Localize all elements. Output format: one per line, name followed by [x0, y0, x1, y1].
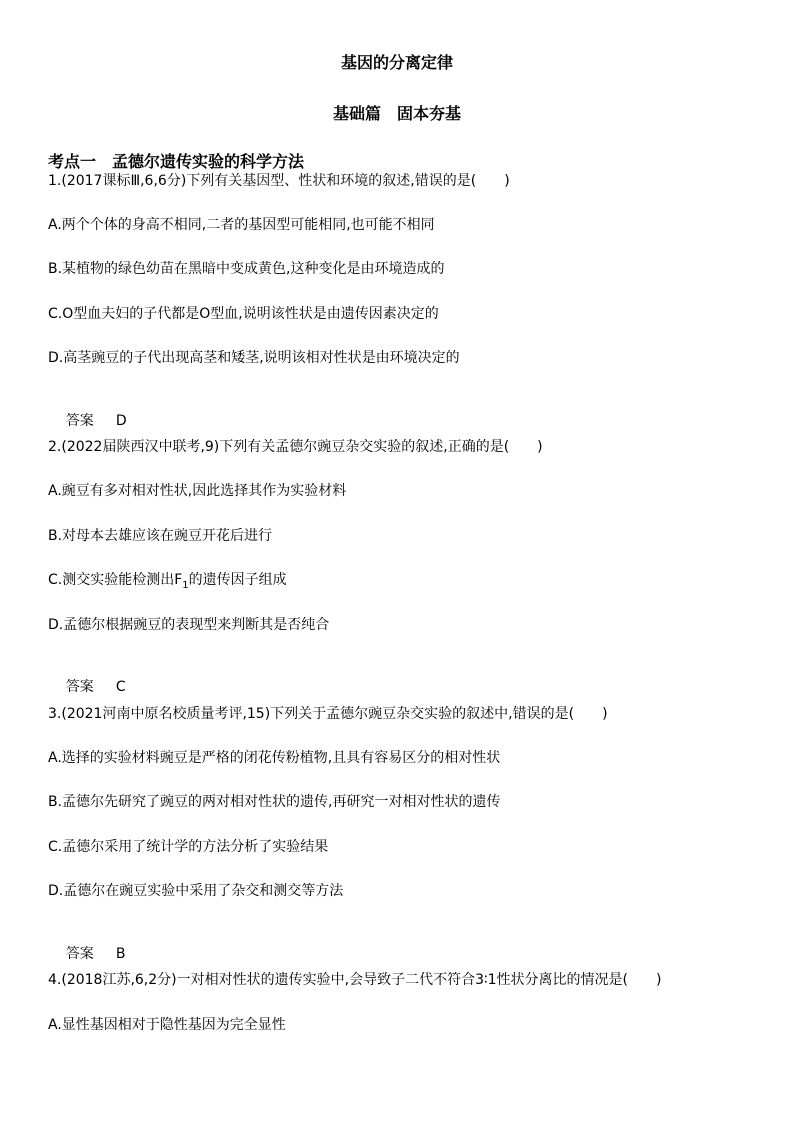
question-4-stem: 4.(2018江苏,6,2分)一对相对性状的遗传实验中,会导致子二代不符合3∶1性状分离比的情况是( )	[48, 972, 662, 988]
question-4-option-a: A.显性基因相对于隐性基因为完全显性	[48, 1017, 286, 1033]
question-2-option-a: A.豌豆有多对相对性状,因此选择其作为实验材料	[48, 483, 347, 499]
answer-label: 答案	[65, 413, 94, 429]
answer-value: C	[115, 679, 126, 695]
question-2-option-b: B.对母本去雄应该在豌豆开花后进行	[48, 528, 273, 544]
question-2-stem: 2.(2022届陕西汉中联考,9)下列有关孟德尔豌豆杂交实验的叙述,正确的是( )	[48, 439, 543, 455]
question-2-option-d: D.孟德尔根据豌豆的表现型来判断其是否纯合	[48, 617, 330, 633]
answer-value: B	[115, 946, 126, 962]
answer-label: 答案	[65, 679, 94, 695]
question-1-option-b: B.某植物的绿色幼苗在黑暗中变成黄色,这种变化是由环境造成的	[48, 261, 445, 277]
option-c-tail: 的遗传因子组成	[188, 572, 287, 588]
page-subtitle: 基础篇 固本夯基	[332, 104, 461, 123]
question-1-option-d: D.高茎豌豆的子代出现高茎和矮茎,说明该相对性状是由环境决定的	[48, 350, 460, 366]
question-1-stem: 1.(2017课标Ⅲ,6,6分)下列有关基因型、性状和环境的叙述,错误的是( )	[48, 173, 510, 189]
question-3-option-d: D.孟德尔在豌豆实验中采用了杂交和测交等方法	[48, 883, 344, 899]
answer-value: D	[115, 413, 127, 429]
question-3-option-c: C.孟德尔采用了统计学的方法分析了实验结果	[48, 839, 329, 855]
question-3-stem: 3.(2021河南中原名校质量考评,15)下列关于孟德尔豌豆杂交实验的叙述中,错误的是( )	[48, 706, 608, 722]
page-title: 基因的分离定律	[340, 53, 453, 72]
question-1-option-a: A.两个个体的身高不相同,二者的基因型可能相同,也可能不相同	[48, 217, 435, 233]
question-3-option-a: A.选择的实验材料豌豆是严格的闭花传粉植物,且具有容易区分的相对性状	[48, 750, 501, 766]
subscript: 1	[182, 579, 189, 591]
option-c-text: C.测交实验能检测出F	[48, 572, 183, 588]
answer-label: 答案	[65, 946, 94, 962]
question-1-option-c: C.O型血夫妇的子代都是O型血,说明该性状是由遗传因素决定的	[48, 306, 439, 322]
section-heading: 考点一 孟德尔遗传实验的科学方法	[48, 152, 305, 171]
question-2-option-c	[48, 571, 287, 595]
question-3-option-b: B.孟德尔先研究了豌豆的两对相对性状的遗传,再研究一对相对性状的遗传	[48, 794, 501, 810]
